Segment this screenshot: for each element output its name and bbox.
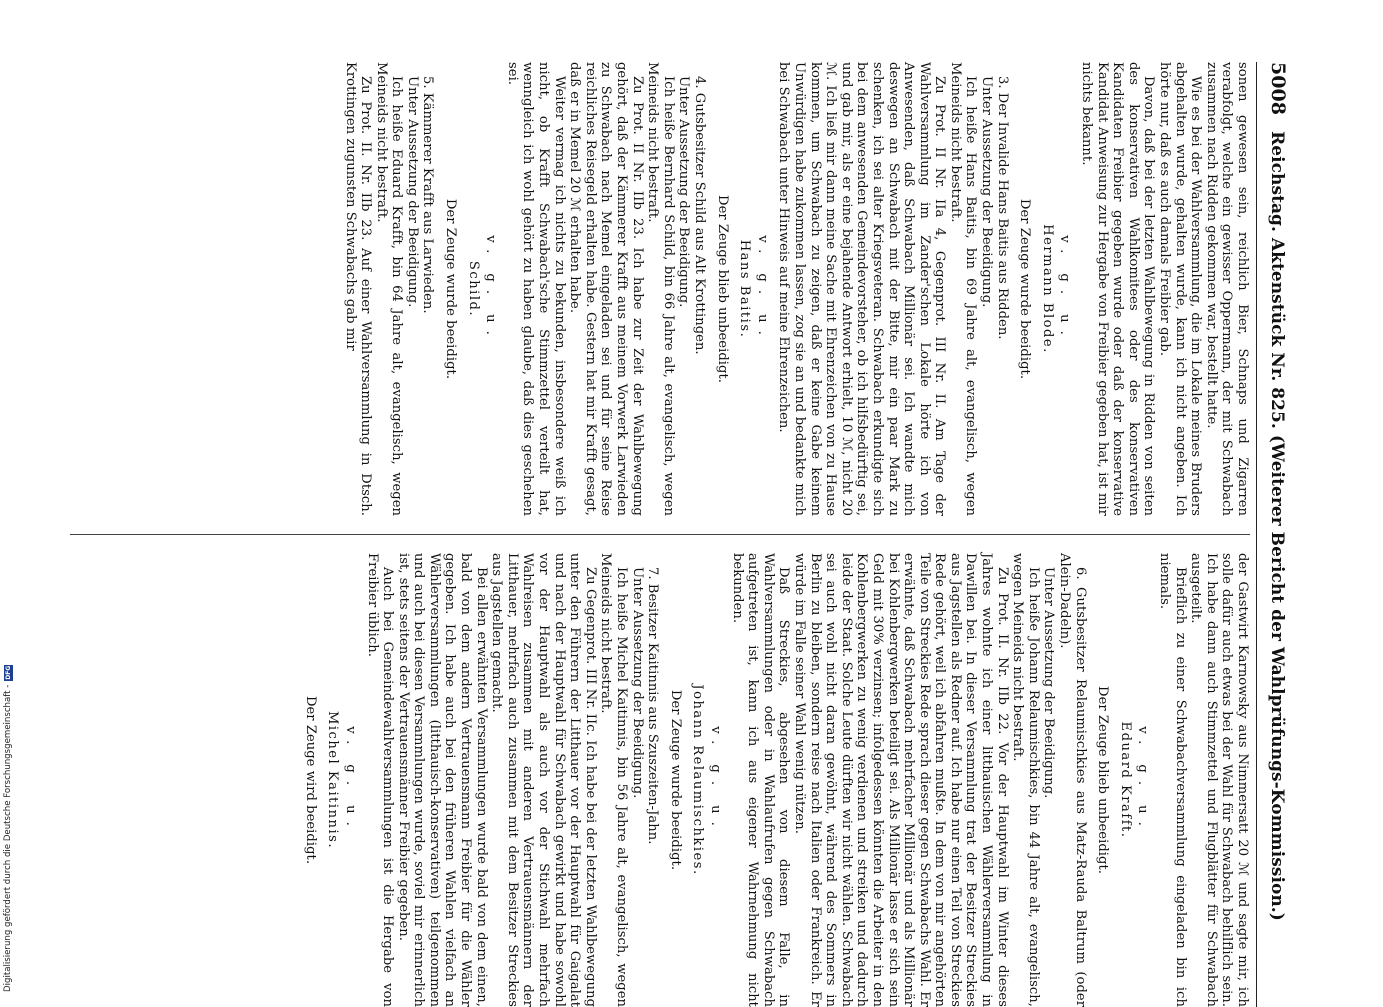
page-number: 5008 [1267, 62, 1289, 116]
column-divider [70, 534, 1250, 535]
signature-mark: v. g. u. [1135, 726, 1151, 834]
text-columns [70, 62, 1250, 1007]
paragraph: Ich heiße Bernhard Schild, bin 66 Jahre alt, evangelisch, wegen Meineids nicht bestraft. [645, 62, 676, 516]
paragraph: Zu Prot. II Nr. IIa 4, Gegenprot. III Nr. II. Am Tage der Wahlversammlung im Zander'schen Lokale hörte ich von Anwesenden, daß Schwabach Millionär sei. Ich wandte mich deswegen an Schwabach mit der Bitte, mir ein paar Mark zu schenken, ich sei alter Kriegsveteran. Schwabach erkundigte sich bei dem anwesenden Gemeindevorsteher, ob ich hilfsbedürftig sei, und gab mir, als er eine bejahende Antwort erhielt, 10 ℳ, nicht 20 ℳ. Ich ließ mir dann meine Sache mit Ehrenzeichen von zu Hause kommen, um Schwabach zu zeigen, daß er keine Gabe keinem Unwürdigen habe zukommen lassen, zog sie an und bedankte mich bei Schwabach unter Hinweis auf meine Ehrenzeichen. [776, 62, 948, 516]
paragraph: Zu Prot. II. Nr. IIb 22. Vor der Hauptwahl im Winter dieses Jahres wohnte ich einer litthauischen Wählerversammlung in Dawillen bei. In dieser Versammlung trat der Besitzer Streckies aus Jagstellen als Redner auf. Ich habe nur einen Teil von Streckies Rede gehört, weil ich abfahren mußte. In dem von mir angehörten Teile von Streckies Rede sprach dieser gegen Schwabachs Wahl. Er erwähnte, daß Schwabach mehrfacher Millionär und als Millionär bei Kohlenbergwerken beteiligt sei. Als Millionär lasse er sich sein Geld mit 30% verzinsen; infolgedessen könnten die Arbeiter in den Kohlenbergwerken zu wenig verdienen und streiken und dadurch leide der Staat. Solche Leute dürften wir nicht wählen. Schwabach sei auch wohl nicht daran gewöhnt, während des Sommers in Berlin zu bleiben, sondern reise nach Italien oder Frankreich. Er würde im Falle seiner Wahl wenig nützen. [791, 553, 1010, 1007]
witness-name: Eduard Krafft. [1117, 721, 1133, 839]
paragraph: Brieflich zu einer Schwabachversammlung eingeladen bin ich niemals. [1157, 553, 1188, 1007]
paragraph: der Gastwirt Karnowsky aus Nimmersatt 20 ℳ und sagte mir, ich solle dafür auch etwas bei der Wahl für Schwabach behilflich sein. Ich habe dann auch Stimmzettel und Flugblätter für Schwabach ausgeteilt. [1188, 553, 1250, 1007]
paragraph: Ich heiße Johann Relaumischkies, bin 44 Jahre alt, evangelisch, wegen Meineids nicht bestraft. [1010, 553, 1041, 1007]
paragraph: Ich heiße Hans Baitis, bin 69 Jahre alt, evangelisch, wegen Meineids nicht bestraft. [947, 62, 979, 516]
paragraph: Unter Aussetzung der Beeidigung. [629, 567, 645, 799]
witness-name: Johann Relaumischkies. [690, 684, 706, 876]
signature-mark: v. g. u. [483, 235, 499, 343]
oath-status: Der Zeuge wurde beeidigt. [1017, 198, 1033, 380]
paragraph: sonen gewesen sein, reichlich Bier, Schnaps und Zigarren verabfolgt, welche ein gewisser Oppermann, der mit Schwabach zusammen nach Ridden gekommen war, bestellt hatte. [1203, 62, 1250, 516]
paragraph: Weiter vermag ich nichts zu bekunden, insbesondere weiß ich nicht, ob Krafft Schwabach'sche Stimmzettel verteilt hat, wenngleich ich wohl gehört zu haben glaube, daß dies geschehen sei. [504, 62, 567, 516]
paragraph: Wie es bei der Wahlversammlung, die im Lokale meines Bruders abgehalten wurde, gehalten wurde, kann ich nicht angeben. Ich hörte nur, daß es auch damals Freibier gab. [1157, 62, 1204, 516]
credit-text: Digitalisierung gefördert durch die Deutsche Forschungsgemeinschaft - [3, 684, 13, 992]
paragraph: Zu Prot. II. Nr. IIb 23. Auf einer Wahlversammlung in Dtsch. Krottingen zugunsten Schwabachs gab mir [342, 62, 374, 516]
oath-status: Der Zeuge wird beeidigt. [302, 695, 318, 865]
paragraph: Bei allen erwähnten Versammlungen wurde bald von dem einen, bald von dem andern Vertrauensmann Freibier für die Wähler gegeben. Ich habe auch bei den früheren Wahlen vielfach an Wählerversammlungen (litthauisch-konservativen) teilgenommen und auch bei diesen Versammlungen wurde, soviel mir erinnerlich ist, stets seitens der Vertrauensmänner Freibier gegeben. [395, 553, 489, 1007]
paragraph: Unter Aussetzung der Beeidigung. [676, 76, 692, 308]
section-heading: 3. Der Invalide Hans Baitis aus Ridden. [994, 76, 1010, 340]
oath-status: Der Zeuge wurde beeidigt. [443, 198, 459, 380]
document-page [70, 62, 1289, 1007]
dfg-logo-icon: DFG [4, 665, 12, 680]
section-heading: 6. Gutsbesitzer Relaumischkies aus Matz-Rauda Baltrum (oder Alein-Dadeln). [1057, 553, 1088, 1007]
paragraph: Zu Gegenprot. III Nr. IIc. Ich habe bei der letzten Wahlbewegung unter den Führern der Litthauer vor der Hauptwahl für Gaigalat und nach der Hauptwahl für Schwabach gewirkt und habe sowohl vor der Hauptwahl als auch vor der Stichwahl mehrfach Wahlreisen zusammen mit anderen Vertrauensmännern der Litthauer, mehrfach auch zusammen mit dem Besitzer Streckies aus Jagstellen gemacht. [489, 553, 598, 1007]
paragraph: Unter Aussetzung der Beeidigung. [404, 76, 420, 308]
witness-name: Schild. [465, 260, 481, 318]
section-heading: 7. Besitzer Kaitinnis aus Szuszeiten-Jahn. [645, 567, 661, 845]
signature-mark: v. g. u. [342, 726, 358, 834]
right-column [70, 553, 1250, 1007]
paragraph: Davon, daß bei der letzten Wahlbewegung in Ridden von seiten des konservativen Wahlkomitees oder des konservativen Kandidaten Freibier gegeben wurde oder daß der konservative Kandidat Anweisung zur Hergabe von Freibier gegeben hat, ist mir nichts bekannt. [1079, 62, 1157, 516]
oath-status: Der Zeuge blieb unbeeidigt. [714, 195, 730, 383]
left-column [70, 62, 1250, 516]
paragraph: Unter Aussetzung der Beeidigung. [1041, 567, 1057, 799]
page-title: Reichstag. Aktenstück Nr. 825. (Weiterer Bericht der Wahlprüfungs-Kommission.) [1267, 131, 1287, 921]
signature-mark: v. g. u. [1057, 235, 1073, 343]
paragraph: Auch bei Gemeindewahlversammlungen ist die Hergabe von Freibier üblich. [364, 553, 396, 1007]
signature-mark: v. g. u. [754, 235, 770, 343]
paragraph: Ich heiße Eduard Krafft, bin 64 Jahre alt, evangelisch, wegen Meineids nicht bestraft. [373, 62, 405, 516]
paragraph: Daß Streckies, abgesehen von diesem Falle, in Wahlversammlungen oder in Wahlaufrufen gegen Schwabach aufgetreten ist, kann ich aus eigener Wahrnehmung nicht bekunden. [729, 553, 792, 1007]
witness-name: Hermann Blode. [1039, 224, 1055, 354]
paragraph: Ich heiße Michel Kaitinnis, bin 56 Jahre alt, evangelisch, wegen Meineids nicht bestraft. [598, 553, 630, 1007]
paragraph: Zu Prot. II Nr. IIb 23. Ich habe zur Zeit der Wahlbewegung gehört, daß der Kämmerer Krafft aus meinem Vorwerk Larwieden zu Schwabach nach Memel eingeladen sei und für seine Reise reichliches Reisegeld erhalten habe. Gestern hat mir Krafft gesagt, daß er in Memel 20 ℳ erhalten habe. [567, 62, 645, 516]
witness-name: Michel Kaitinnis. [325, 710, 341, 850]
section-heading: 5. Kämmerer Krafft aus Larwieden. [420, 76, 436, 314]
witness-name: Hans Baitis. [737, 239, 753, 339]
paragraph: Unter Aussetzung der Beeidigung. [979, 76, 995, 308]
section-heading: 4. Gutsbesitzer Schild aus Alt Krottingen. [692, 76, 707, 355]
oath-status: Der Zeuge wurde beeidigt. [667, 689, 683, 871]
oath-status: Der Zeuge blieb unbeeidigt. [1095, 686, 1111, 874]
page-header [1256, 62, 1289, 1007]
signature-mark: v. g. u. [708, 726, 723, 834]
digitization-credit [2, 604, 14, 992]
